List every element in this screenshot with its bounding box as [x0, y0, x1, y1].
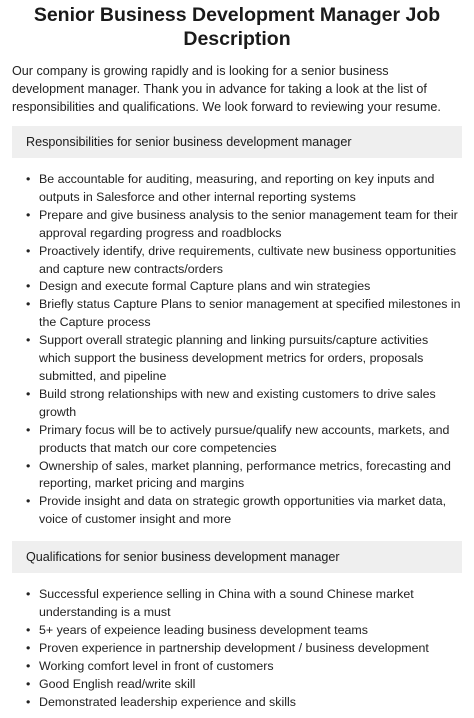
list-item: [12, 243, 462, 279]
list-item: [12, 676, 462, 694]
bullet-icon: •: [26, 658, 31, 673]
list-item-text: Good English read/write skill: [39, 676, 196, 691]
bullet-icon: •: [26, 458, 31, 473]
bullet-icon: •: [26, 279, 31, 294]
list-item-text: Proactively identify, drive requirements, cultivate new business opportunities and capture new contracts/orders: [39, 243, 457, 276]
list-item: [12, 332, 462, 386]
list-item: [12, 386, 462, 422]
bullet-icon: •: [26, 172, 31, 186]
qualifications-list: [12, 586, 462, 711]
list-item: [12, 422, 462, 458]
page-title: Senior Business Development Manager Job Description: [33, 4, 441, 50]
list-item-text: Proven experience in partnership development / business development: [39, 640, 429, 655]
list-item-text: Support overall strategic planning and linking pursuits/capture activities which support the business development metrics for orders, proposals submitted, and pipeline: [39, 333, 429, 383]
list-item-text: Prepare and give business analysis to the senior management team for their approval regarding progress and roadblocks: [39, 207, 458, 240]
list-item: [12, 493, 462, 529]
bullet-icon: •: [26, 494, 31, 509]
bullet-icon: •: [26, 587, 31, 602]
bullet-icon: •: [26, 694, 31, 709]
list-item-text: Primary focus will be to actively pursue/qualify new accounts, markets, and products that match our core competencies: [39, 422, 450, 455]
list-item-text: Ownership of sales, market planning, performance metrics, forecasting and reporting, market pricing and margins: [39, 458, 451, 491]
list-item-text: Successful experience selling in China with a sound Chinese market understanding is a must: [39, 587, 414, 620]
bullet-icon: •: [26, 622, 31, 637]
list-item-text: Design and execute formal Capture plans and win strategies: [39, 279, 371, 294]
list-item-text: 5+ years of expeience leading business development teams: [39, 622, 368, 637]
list-item: [12, 694, 462, 712]
list-item: [12, 586, 462, 622]
bullet-icon: •: [26, 207, 31, 222]
list-item: [12, 622, 462, 640]
bullet-icon: •: [26, 333, 31, 348]
list-item: [12, 640, 462, 658]
bullet-icon: •: [26, 386, 31, 401]
list-item: [12, 458, 462, 494]
list-item-text: Build strong relationships with new and existing customers to drive sales growth: [39, 386, 436, 419]
list-item-text: Be accountable for auditing, measuring, and reporting on key inputs and outputs in Salesforce and other internal reporting systems: [39, 172, 435, 204]
bullet-icon: •: [26, 422, 31, 437]
list-item-text: Working comfort level in front of customers: [39, 658, 274, 673]
responsibilities-list: [12, 171, 462, 529]
list-item: [12, 207, 462, 243]
list-item-text: Briefly status Capture Plans to senior management at specified milestones in the Capture process: [39, 297, 461, 330]
list-item: [12, 296, 462, 332]
bullet-icon: •: [26, 243, 31, 258]
list-item-text: Demonstrated leadership experience and skills: [39, 694, 296, 709]
responsibilities-heading: Responsibilities for senior business development manager: [12, 126, 462, 158]
list-item: [12, 658, 462, 676]
bullet-icon: •: [26, 297, 31, 312]
list-item: [12, 171, 462, 207]
intro-paragraph: Our company is growing rapidly and is looking for a senior business development manager. Thank you in advance for taking a look at the list of responsibilities and qualifications. We look forward to reviewing your resume.: [12, 64, 441, 114]
bullet-icon: •: [26, 676, 31, 691]
bullet-icon: •: [26, 640, 31, 655]
qualifications-heading: Qualifications for senior business development manager: [12, 541, 462, 573]
list-item-text: Provide insight and data on strategic growth opportunities via market data, voice of customer insight and more: [39, 494, 447, 527]
list-item: [12, 278, 462, 296]
